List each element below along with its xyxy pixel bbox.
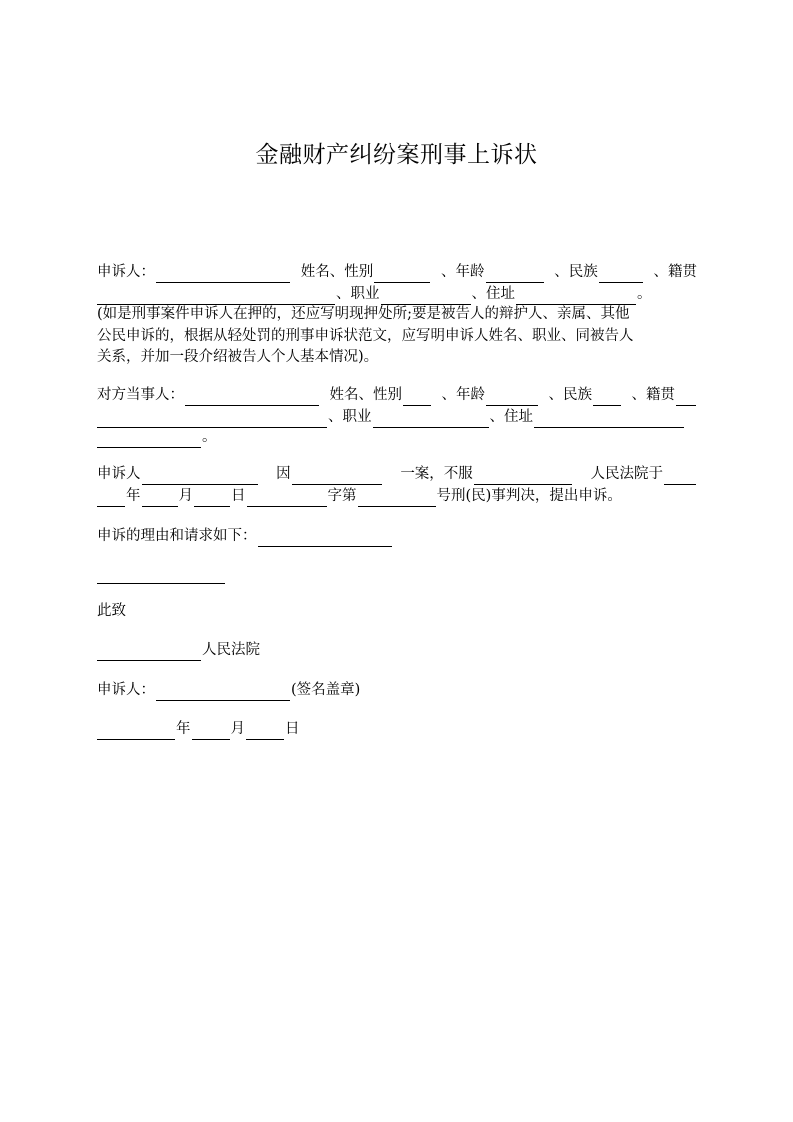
because-label: 因 (276, 466, 291, 482)
opp-name-gender-label: 姓名、性别 (329, 387, 402, 403)
day-label: 日 (231, 488, 246, 504)
opp-origin-label: 、籍贯 (631, 387, 675, 403)
gender-blank[interactable] (374, 266, 430, 283)
opposing-line-2 (97, 406, 697, 428)
opposing-line-3 (97, 426, 697, 448)
appellant-line-2 (97, 283, 697, 305)
zi-di-label: 字第 (327, 488, 357, 504)
cizhi-line (97, 600, 697, 622)
case-appellant-label: 申诉人 (97, 466, 141, 482)
cause-blank[interactable] (292, 468, 382, 485)
note-text-1: (如是刑事案件申诉人在押的，还应写明现押处所;要是被告人的辩护人、亲属、其他 (97, 306, 630, 322)
closing-appellant-label: 申诉人： (97, 682, 155, 698)
opp-ethnicity-blank[interactable] (593, 389, 621, 406)
cizhi-text: 此致 (97, 603, 126, 619)
opp-address-label: 、住址 (489, 409, 533, 425)
closing-court-blank[interactable] (97, 644, 201, 661)
case-line-1 (97, 463, 697, 485)
year-blank[interactable] (97, 490, 125, 507)
name-gender-label: 姓名、性别 (300, 264, 374, 280)
closing-year-blank[interactable] (97, 723, 175, 740)
ethnicity-blank[interactable] (599, 266, 643, 283)
opp-age-label: 、年龄 (441, 387, 485, 403)
appellant-label: 申诉人： (97, 264, 155, 280)
month-blank[interactable] (142, 490, 178, 507)
opposing-label: 对方当事人： (97, 387, 184, 403)
appellant-blank[interactable] (156, 266, 290, 283)
closing-year-label: 年 (176, 721, 191, 737)
signature-line (97, 679, 697, 701)
signature-label: (签名盖章) (291, 682, 361, 698)
year-label: 年 (126, 488, 141, 504)
address-label: 、住址 (471, 286, 515, 302)
closing-date-line (97, 718, 697, 740)
closing-month-blank[interactable] (192, 723, 230, 740)
age-blank[interactable] (486, 266, 544, 283)
note-line-2 (97, 325, 697, 347)
appellant-line-1 (97, 261, 697, 283)
date-blank-a[interactable] (664, 468, 696, 485)
opp-origin-blank-a[interactable] (676, 389, 696, 406)
closing-day-blank[interactable] (246, 723, 284, 740)
month-label: 月 (178, 488, 193, 504)
number-blank[interactable] (358, 490, 436, 507)
age-label: 、年龄 (441, 264, 485, 280)
zi-blank[interactable] (247, 490, 327, 507)
court-line (97, 639, 697, 661)
origin-label: 、籍贯 (653, 264, 697, 280)
occupation-label: 、职业 (336, 286, 380, 302)
reasons-blank-b[interactable] (97, 567, 225, 584)
opp-address-blank-b[interactable] (97, 431, 201, 448)
case-appellant-blank[interactable] (142, 468, 258, 485)
reasons-label: 申诉的理由和请求如下： (97, 528, 257, 544)
closing-court-label: 人民法院 (202, 642, 260, 658)
case-line-2 (97, 485, 697, 507)
day-blank[interactable] (194, 490, 230, 507)
court-blank[interactable] (474, 468, 572, 485)
closing-month-label: 月 (230, 721, 245, 737)
note-line-1 (97, 303, 697, 325)
opp-ethnicity-label: 、民族 (548, 387, 592, 403)
end-mark: 。 (637, 286, 652, 302)
opp-gender-blank[interactable] (403, 389, 431, 406)
opp-end-mark: 。 (202, 429, 217, 445)
reasons-line (97, 525, 697, 547)
opposing-line-1 (97, 384, 697, 406)
closing-day-label: 日 (285, 721, 300, 737)
note-text-3: 关系，并加一段介绍被告人个人基本情况)。 (97, 349, 379, 365)
signature-blank[interactable] (156, 684, 290, 701)
reasons-line-2 (97, 562, 697, 584)
opposing-blank[interactable] (185, 389, 319, 406)
court-label: 人民法院于 (590, 466, 663, 482)
opp-age-blank[interactable] (486, 389, 538, 406)
note-text-2: 公民申诉的，根据从轻处罚的刑事申诉状范文，应写明申诉人姓名、职业、同被告人 (97, 328, 634, 344)
document-title: 金融财产纠纷案刑事上诉状 (255, 142, 538, 168)
judgment-label: 号刑(民)事判决，提出申诉。 (436, 488, 622, 504)
note-line-3 (97, 346, 697, 368)
case-word-label: 一案，不服 (400, 466, 473, 482)
opp-occupation-label: 、职业 (328, 409, 372, 425)
reasons-blank-a[interactable] (258, 530, 392, 547)
ethnicity-label: 、民族 (554, 264, 598, 280)
